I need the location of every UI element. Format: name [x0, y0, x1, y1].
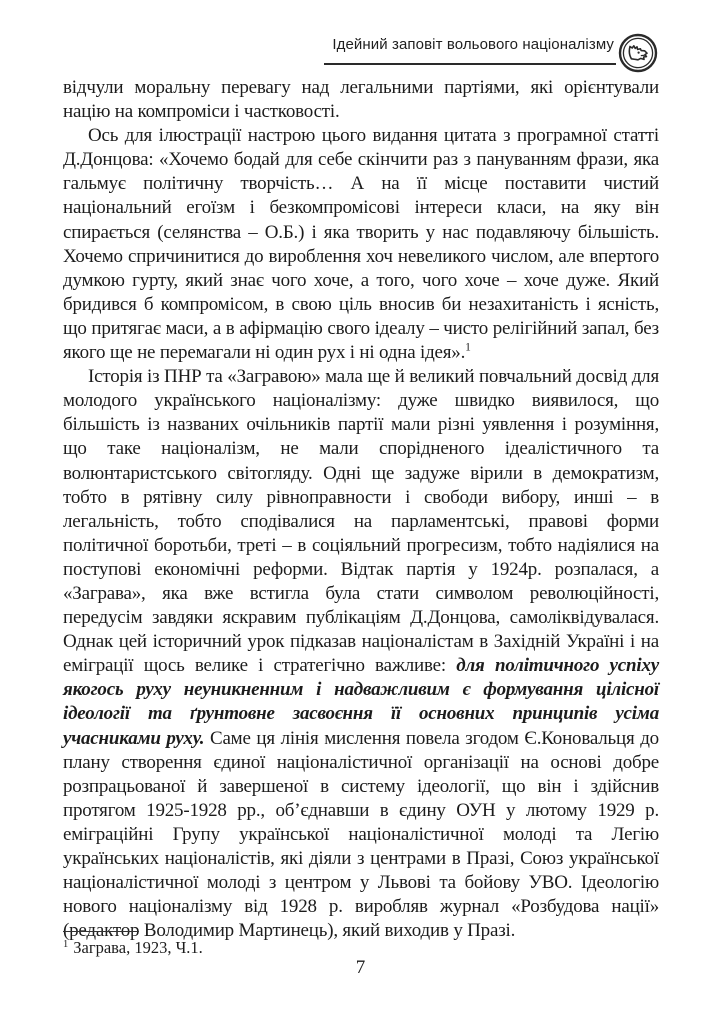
text-run: Ось для ілюстрації настрою цього видання цитата з програмної статті Д.Донцова: «Хочемо бодай для себе скінчити раз з пануванням фрази, яка гальмує політичну творчість… А на її місце поставити чистий національний егоїзм і безкомпромісові інтереси класи, на яку він спирається (селянства – О.Б.) і яка творить у нас подавляючу більшість. Хочемо спричинитися до вироблення хоч невеликого числом, але впертого думкою гурту, який знає чого хоче, а того, чого хоче – хоче дуже. Який бридився б компромісом, в свою ціль вносив би незахитаність і ясність, що притягає маси, а в афірмацію свого ідеалу – чисто релігійний запал, без якого ще не перемагали ні один рух і ні одна ідея».	[63, 125, 659, 364]
paragraph	[63, 76, 659, 124]
body-text	[63, 76, 659, 943]
emphasis-run: для політичного успіху якогось руху неуникненним і надважливим є формування цілісної ідеології та ґрунтовне засвоєння її основних принципів усіма учасниками руху.	[63, 655, 660, 749]
running-header-title: Ідейний заповіт вольового націоналізму	[332, 36, 614, 53]
footnote-text: Заграва, 1923, Ч.1.	[73, 938, 203, 957]
footnote-marker: 1	[63, 938, 69, 950]
running-header	[324, 33, 658, 73]
page-number: 7	[355, 957, 366, 978]
footnote	[63, 938, 203, 958]
running-header-rule	[324, 33, 616, 65]
text-run: відчули моральну перевагу над легальними партіями, які орієнтували націю на компроміси і частковості.	[63, 77, 659, 123]
text-run: Історія із ПНР та «Загравою» мала ще й великий повчальний досвід для молодого українського націоналізму: дуже швидко виявилося, що більшість із названих очільників партії мали різні уявлення і розуміння, що таке націоналізм, не мали спорідненого ідеалістичного та волюнтаристського світогляду. Одні ще задуже вірили в демократизм, тобто в рятівну силу рівноправности і свободи вибору, инші – в легальність, тобто сподівалися на парламентські, правові форми політичної боротьби, треті – в соціяльний прогресизм, тобто надіялися на поступові економічні реформи. Відтак партія у 1924р. розпалася, а «Заграва», яка вже встигла була стати символом революційності, передусім завдяки яскравим публікаціям Д.Донцова, самоліквідувалася. Однак цей історичний урок підказав націоналістам в Західній Україні і на еміграції щось велике і стратегічно важливе:	[63, 366, 659, 677]
footnote-divider	[63, 931, 139, 932]
paragraph	[63, 124, 659, 365]
footnote-reference-marker: 1	[465, 341, 471, 354]
paragraph	[63, 365, 659, 943]
text-run: Саме ця лінія мислення повела згодом Є.Коновальця до плану створення єдиної націоналістичної організації на основі добре розпрацьованої й завершеної в систему ідеології, що він і здійснив протягом 1925-1928 рр., об’єднавши в єдину ОУН у лютому 1929 р. еміграційні Групу української націоналістичної молоді та Легію українських націоналістів, які діяли з центрами в Празі, Союз української націоналістичної молоді з центром у Львові та бойову УВО. Ідеологію нового націоналізму від 1928 р. виробляв журнал «Розбудова нації» (редактор Володимир Мартинець), який виходив у Празі.	[63, 727, 659, 942]
wolf-head-emblem-icon	[618, 33, 658, 73]
